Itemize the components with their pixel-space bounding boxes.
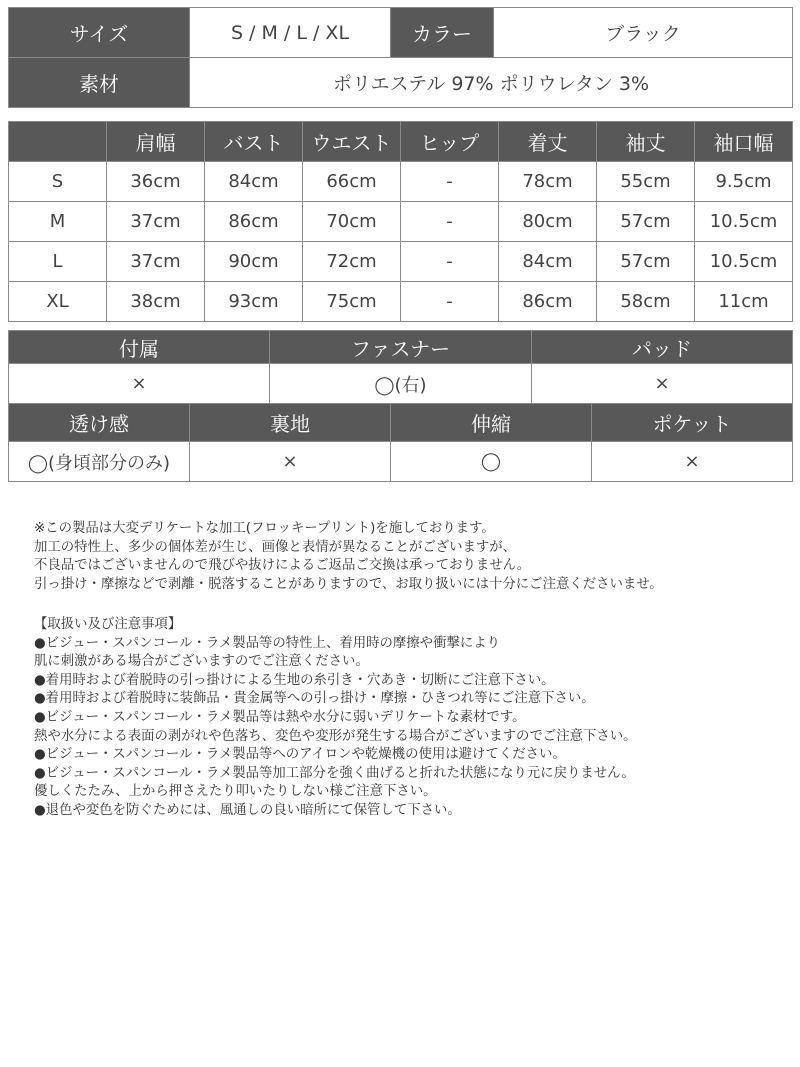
attributes-header-row — [9, 331, 793, 364]
table-cell: 37cm — [107, 202, 205, 242]
color-label: カラー — [391, 8, 494, 58]
table-cell: 86cm — [205, 202, 303, 242]
table-cell: 10.5cm — [695, 202, 793, 242]
size-header-hip: ヒップ — [401, 122, 499, 162]
accessory-value: × — [9, 364, 270, 404]
note-line: ※この製品は大変デリケートな加工(フロッキープリント)を施しております。 — [34, 521, 495, 536]
care-line: ●ビジュー・スパンコール・ラメ製品等加工部分を強く曲げると折れた状態になり元に戻りません。 — [34, 765, 635, 781]
table-cell: 55cm — [597, 162, 695, 202]
table-cell: 84cm — [205, 162, 303, 202]
care-line: ●着用時および着脱時の引っ掛けによる生地の糸引き・穴あき・切断にご注意下さい。 — [34, 672, 555, 688]
size-name: S — [9, 162, 107, 202]
attributes-value-row — [9, 364, 793, 404]
table-cell: 70cm — [303, 202, 401, 242]
care-line: 熱や水分による表面の剥がれや色落ち、変色や変形が発生する場合がございますのでご注意下さい。 — [34, 728, 637, 744]
size-header-bust: バスト — [205, 122, 303, 162]
attributes-value-row — [9, 442, 793, 482]
care-line: ●ビジュー・スパンコール・ラメ製品等の特性上、着用時の摩擦や衝撃により — [34, 635, 501, 651]
table-cell: 86cm — [499, 282, 597, 322]
table-cell: 78cm — [499, 162, 597, 202]
care-line: 肌に刺激がある場合がございますのでご注意ください。 — [34, 654, 369, 670]
table-row — [9, 242, 793, 282]
table-cell: 80cm — [499, 202, 597, 242]
sheerness-value: ◯(身頃部分のみ) — [9, 442, 190, 482]
zipper-value: ◯(右) — [270, 364, 532, 404]
size-header-shoulder: 肩幅 — [107, 122, 205, 162]
table-cell: 37cm — [107, 242, 205, 282]
size-table — [8, 121, 793, 322]
size-label: サイズ — [9, 8, 190, 58]
attributes-table-2 — [8, 403, 793, 482]
product-notes — [34, 520, 794, 594]
table-cell: 36cm — [107, 162, 205, 202]
table-cell: 93cm — [205, 282, 303, 322]
care-line: ●ビジュー・スパンコール・ラメ製品等へのアイロンや乾燥機の使用は避けてください。 — [34, 747, 566, 763]
size-name: M — [9, 202, 107, 242]
pocket-value: × — [592, 442, 793, 482]
size-table-header — [9, 122, 793, 162]
table-cell: 10.5cm — [695, 242, 793, 282]
table-row — [9, 162, 793, 202]
table-cell: 57cm — [597, 242, 695, 282]
size-name: L — [9, 242, 107, 282]
table-cell: 90cm — [205, 242, 303, 282]
care-heading: 【取扱い及び注意事項】 — [34, 617, 182, 632]
attributes-header-row — [9, 404, 793, 442]
table-cell: 11cm — [695, 282, 793, 322]
note-line: 加工の特性上、多少の個体差が生じ、画像と表情が異なることがございますが、 — [34, 539, 517, 555]
care-line: 優しくたたみ、上から押さえたり叩いたりしない様ご注意下さい。 — [34, 784, 437, 800]
table-cell: 72cm — [303, 242, 401, 282]
table-cell: 66cm — [303, 162, 401, 202]
table-cell: - — [401, 242, 499, 282]
table-cell: - — [401, 162, 499, 202]
table-cell: - — [401, 202, 499, 242]
size-header-sleeve: 袖丈 — [597, 122, 695, 162]
table-cell: 58cm — [597, 282, 695, 322]
sheerness-label: 透け感 — [9, 404, 190, 442]
note-line: 引っ掛け・摩擦などで剥離・脱落することがありますので、お取り扱いには十分にご注意くださいませ。 — [34, 576, 663, 592]
pocket-label: ポケット — [592, 404, 793, 442]
care-line: ●着用時および着脱時に装飾品・貴金属等への引っ掛け・摩擦・ひきつれ等にご注意下さい。 — [34, 691, 595, 707]
accessory-label: 付属 — [9, 331, 270, 364]
table-cell: 9.5cm — [695, 162, 793, 202]
care-instructions — [34, 616, 794, 821]
care-line: ●退色や変色を防ぐためには、風通しの良い暗所にて保管して下さい。 — [34, 802, 461, 818]
lining-value: × — [190, 442, 391, 482]
care-line: ●ビジュー・スパンコール・ラメ製品等は熱や水分に弱いデリケートな素材です。 — [34, 709, 526, 725]
note-line: 不良品ではございませんので飛びや抜けによるご返品ご交換は承っておりません。 — [34, 558, 531, 574]
size-header-waist: ウエスト — [303, 122, 401, 162]
table-cell: 75cm — [303, 282, 401, 322]
spec-row-size-color — [9, 8, 793, 58]
table-cell: 84cm — [499, 242, 597, 282]
size-header-cell — [9, 122, 107, 162]
color-value: ブラック — [494, 8, 793, 58]
size-name: XL — [9, 282, 107, 322]
table-cell: 57cm — [597, 202, 695, 242]
spec-table — [8, 7, 793, 108]
zipper-label: ファスナー — [270, 331, 532, 364]
attributes-table-1 — [8, 330, 793, 404]
pad-label: パッド — [532, 331, 793, 364]
stretch-value: ◯ — [391, 442, 592, 482]
spec-row-material — [9, 58, 793, 108]
table-cell: 38cm — [107, 282, 205, 322]
stretch-label: 伸縮 — [391, 404, 592, 442]
table-cell: - — [401, 282, 499, 322]
table-row — [9, 282, 793, 322]
lining-label: 裏地 — [190, 404, 391, 442]
material-label: 素材 — [9, 58, 190, 108]
material-value: ポリエステル 97% ポリウレタン 3% — [190, 58, 793, 108]
table-row — [9, 202, 793, 242]
size-header-length: 着丈 — [499, 122, 597, 162]
size-header-cuff: 袖口幅 — [695, 122, 793, 162]
pad-value: × — [532, 364, 793, 404]
size-value: S / M / L / XL — [190, 8, 391, 58]
